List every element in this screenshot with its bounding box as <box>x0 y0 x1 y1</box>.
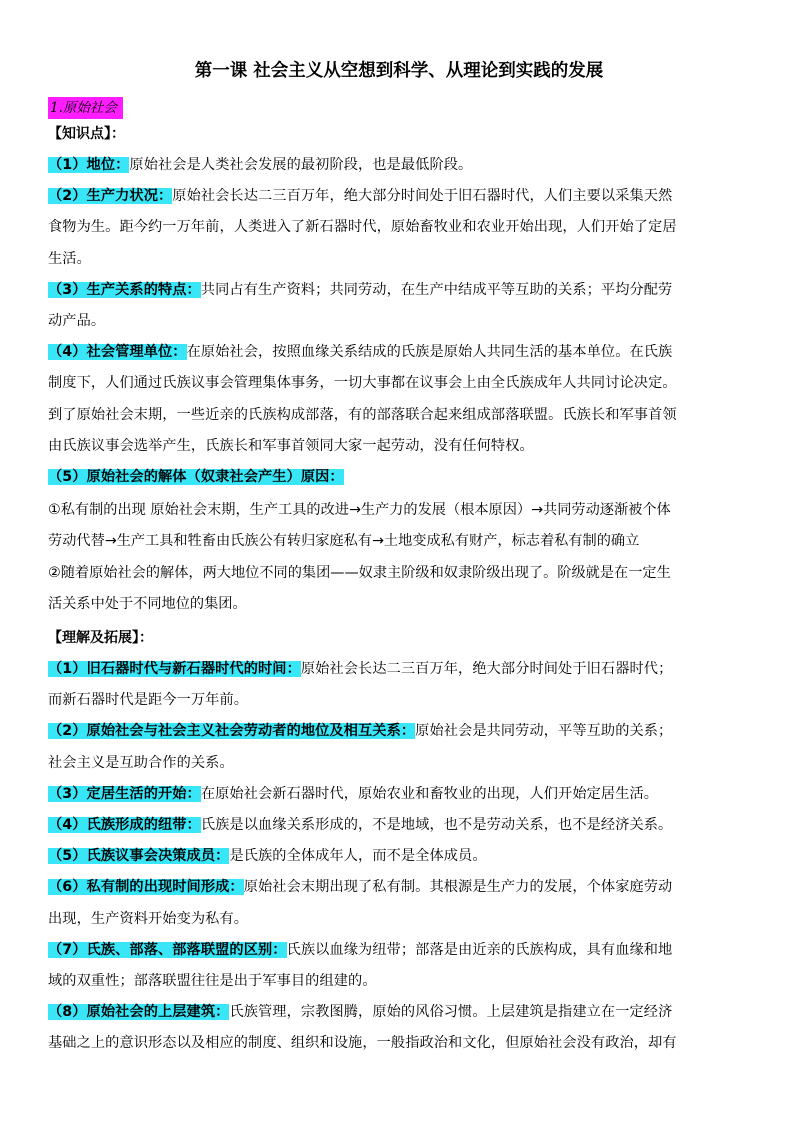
highlighted-label: （1）地位： <box>48 157 130 173</box>
item-text-line: 氏族是以血缘关系形成的，不是地域，也不是劳动关系，也不是经济关系。 <box>200 817 673 834</box>
item-text-line: 原始社会是人类社会发展的最初阶段，也是最低阶段。 <box>129 157 473 173</box>
item-text-line: 到了原始社会末期，一些近亲的氏族构成部落，有的部落联合起来组成部落联盟。氏族长和军事首领 <box>48 406 677 423</box>
item-text-line: 在原始社会，按照血缘关系结成的氏族是原始人共同生活的基本单位。在氏族 <box>186 344 673 361</box>
item-text-line: 而新石器时代是距今一万年前。 <box>48 692 249 709</box>
extend-item <box>48 935 750 997</box>
highlighted-label: （1）旧石器时代与新石器时代的时间： <box>48 661 301 678</box>
extend-item <box>48 872 750 934</box>
reason-line: 劳动代替→生产工具和牲畜由氏族公有转归家庭私有→土地变成私有财产，标志着私有制的确立 <box>48 533 640 550</box>
highlighted-label: （4）社会管理单位： <box>48 344 187 361</box>
highlighted-label: （7）氏族、部落、部落联盟的区别： <box>48 941 287 958</box>
item-text-line: 氏族以血缘为纽带；部落是由近亲的氏族构成，具有血缘和地 <box>286 941 673 958</box>
knowledge-heading: 【知识点】： <box>48 126 125 142</box>
extend-item <box>48 779 750 810</box>
highlighted-label: （3）定居生活的开始： <box>48 785 201 802</box>
item-text-line: 生活。 <box>48 250 91 267</box>
item-text-line: 由氏族议事会选举产生，氏族长和军事首领同大家一起劳动，没有任何特权。 <box>48 437 534 454</box>
knowledge-item <box>48 150 750 181</box>
item-text-line: 原始社会末期出现了私有制。其根源是生产力的发展，个体家庭劳动 <box>243 879 673 896</box>
extend-item <box>48 841 750 872</box>
highlighted-label: （5）氏族议事会决策成员： <box>48 848 230 865</box>
item-text-line: 原始社会是共同劳动，平等互助的关系； <box>415 723 673 740</box>
knowledge-item <box>48 275 750 337</box>
extend-heading: 【理解及拓展】： <box>48 630 153 647</box>
highlighted-label: （8）原始社会的上层建筑： <box>48 1004 230 1021</box>
extend-item <box>48 716 750 778</box>
extend-item <box>48 810 750 841</box>
item-text-line: 氏族管理，宗教图腾，原始的风俗习惯。上层建筑是指建立在一定经济 <box>229 1004 673 1021</box>
reason-line: 活关系中处于不同地位的集团。 <box>48 595 247 612</box>
section-heading: 1.原始社会 <box>48 96 750 118</box>
reason-line: ②随着原始社会的解体，两大地位不同的集团——奴隶主阶级和奴隶阶级出现了。阶级就是在一定生 <box>48 564 671 581</box>
highlighted-label: （2）生产力状况： <box>48 188 173 205</box>
knowledge-list <box>48 150 750 493</box>
item-text-line: 原始社会长达二三百万年，绝大部分时间处于旧石器时代； <box>300 661 673 678</box>
item-text-line: 原始社会长达二三百万年，绝大部分时间处于旧石器时代，人们主要以采集天然 <box>172 188 673 205</box>
item-text-line: 域的双重性；部落联盟往往是出于军事目的组建的。 <box>48 973 377 990</box>
highlighted-label: （6）私有制的出现时间形成： <box>48 879 244 896</box>
reason-line: ①私有制的出现 原始社会末期，生产工具的改进→生产力的发展（根本原因）→共同劳动逐渐被个体 <box>48 502 671 519</box>
item-text-line: 基础之上的意识形态以及相应的制度、组织和设施，一般指政治和文化，但原始社会没有政治，却有 <box>48 1035 677 1052</box>
highlighted-label: （3）生产关系的特点： <box>48 281 201 298</box>
item-text-line: 是氏族的全体成年人，而不是全体成员。 <box>229 848 487 865</box>
highlighted-label: （4）氏族形成的纽带： <box>48 817 201 834</box>
extend-item <box>48 654 750 716</box>
extend-list <box>48 654 750 1060</box>
item-text-line: 制度下，人们通过氏族议事会管理集体事务，一切大事都在议事会上由全氏族成年人共同讨论决定。 <box>48 375 677 392</box>
item-text-line: 共同占有生产资料；共同劳动，在生产中结成平等互助的关系；平均分配劳 <box>200 281 673 298</box>
reasons-list <box>48 495 750 620</box>
item-text-line: 在原始社会新石器时代，原始农业和畜牧业的出现，人们开始定居生活。 <box>200 785 659 802</box>
page-title: 第一课 社会主义从空想到科学、从理论到实践的发展 <box>194 61 604 81</box>
highlighted-label: （5）原始社会的解体（奴隶社会产生）原因： <box>48 469 344 486</box>
knowledge-item <box>48 181 750 275</box>
item-text-line: 动产品。 <box>48 313 106 330</box>
item-text-line: 食物为生。距今约一万年前，人类进入了新石器时代，原始畜牧业和农业开始出现，人们开始了定居 <box>48 219 677 236</box>
item-text-line: 出现，生产资料开始变为私有。 <box>48 910 249 927</box>
knowledge-item <box>48 462 750 493</box>
item-text-line: 社会主义是互助合作的关系。 <box>48 754 234 771</box>
extend-item <box>48 997 750 1059</box>
highlighted-label: （2）原始社会与社会主义社会劳动者的地位及相互关系： <box>48 723 416 740</box>
knowledge-item <box>48 337 750 462</box>
